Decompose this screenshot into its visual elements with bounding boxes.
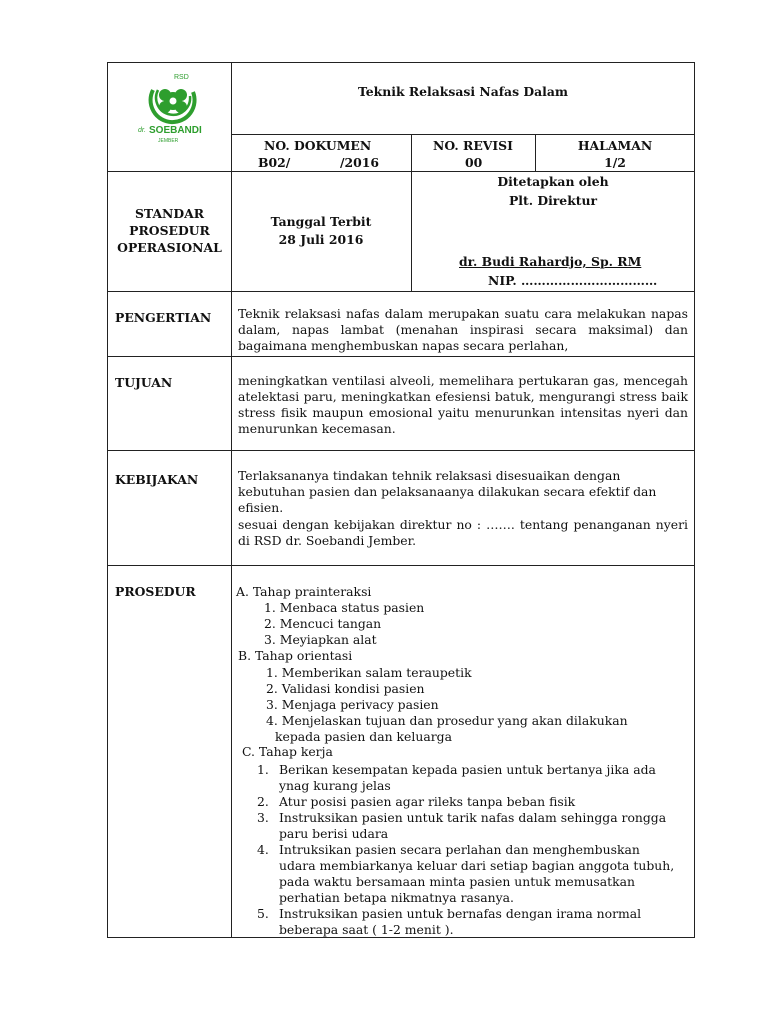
logo-name: SOEBANDI: [149, 125, 202, 136]
issue-date-label: Tanggal Terbit: [270, 214, 372, 229]
row-divider: [107, 565, 695, 566]
list-number: 5.: [257, 906, 269, 921]
doc-number-label: NO. DOKUMEN: [264, 138, 372, 153]
logo-name-prefix: dr.: [138, 127, 146, 134]
signatory-nip: NIP. ……………………………: [488, 273, 658, 288]
row-divider: [231, 134, 695, 135]
kebijakan-text-reference: sesuai dengan kebijakan direktur no : ……. tentang penanganan nyeri di RSD dr. Soebandi Jember.: [238, 517, 688, 548]
page-title: Teknik Relaksasi Nafas Dalam: [357, 84, 568, 99]
logo-city: JEMBER: [158, 138, 179, 144]
list-item: Berikan kesempatan kepada pasien untuk bertanya jika ada ynag kurang jelas: [279, 762, 656, 793]
list-number: 4.: [257, 842, 269, 857]
list-item: 4. Menjelaskan tujuan dan prosedur yang akan dilakukan: [266, 713, 628, 728]
tujuan-text: meningkatkan ventilasi alveoli, memelihara pertukaran gas, mencegah atelektasi paru, meningkatkan efesiensi batuk, mengurangi stress baik stress fisik maupun emosional yaitu menurunkan intensitas nyeri dan menurunkan kecemasan.: [238, 373, 688, 436]
row-divider: [107, 171, 695, 172]
pengertian-label: PENGERTIAN: [115, 310, 212, 325]
hospital-logo: [138, 74, 208, 146]
page-label: HALAMAN: [577, 138, 653, 153]
list-item: Instruksikan pasien untuk tarik nafas dalam sehingga rongga paru berisi udara: [279, 810, 667, 841]
list-item-continuation: kepada pasien dan keluarga: [275, 729, 452, 744]
list-number: 2.: [257, 794, 269, 809]
row-divider: [107, 356, 695, 357]
stage-a-heading: A. Tahap prainteraksi: [236, 584, 372, 599]
list-item: 3. Meyiapkan alat: [264, 632, 377, 647]
set-by-label: Ditetapkan oleh: [497, 174, 609, 189]
page-value: 1/2: [604, 155, 626, 170]
sop-title-line1: STANDAR: [134, 206, 205, 221]
list-item: 3. Menjaga perivacy pasien: [266, 697, 439, 712]
list-item: 1. Menbaca status pasien: [264, 600, 425, 615]
list-item: Atur posisi pasien agar rileks tanpa beban fisik: [279, 794, 576, 809]
list-number: 1.: [257, 762, 269, 777]
signatory-name: dr. Budi Rahardjo, Sp. RM: [459, 254, 642, 269]
row-divider: [107, 291, 695, 292]
list-item: 2. Mencuci tangan: [264, 616, 382, 631]
doc-number-prefix: B02/: [258, 155, 291, 170]
issue-date: 28 Juli 2016: [278, 232, 364, 247]
kebijakan-label: KEBIJAKAN: [115, 472, 199, 487]
list-item: Instruksikan pasien untuk bernafas dengan irama normal beberapa saat ( 1-2 menit ).: [279, 906, 642, 937]
doc-number-year: /2016: [340, 155, 380, 170]
logo-top-text: RSD: [174, 74, 189, 81]
column-divider: [231, 62, 232, 938]
column-divider: [411, 134, 412, 291]
sop-title-line3: OPERASIONAL: [117, 240, 222, 255]
stage-c-heading: C. Tahap kerja: [242, 744, 333, 759]
list-number: 3.: [257, 810, 269, 825]
list-item: 1. Memberikan salam teraupetik: [266, 665, 472, 680]
list-item: 2. Validasi kondisi pasien: [266, 681, 425, 696]
list-item: Intruksikan pasien secara perlahan dan menghembuskan udara membiarkanya keluar dari setiap bagian anggota tubuh, pada waktu bersamaan minta pasien untuk memusatkan perhatian betapa nikmatnya rasanya.: [279, 842, 675, 905]
tujuan-label: TUJUAN: [115, 375, 173, 390]
prosedur-label: PROSEDUR: [115, 584, 196, 599]
kebijakan-text: Terlaksananya tindakan tehnik relaksasi disesuaikan dengan kebutuhan pasien dan pelaksanaanya dilakukan secara efektif dan efisien.: [238, 468, 657, 515]
stage-b-heading: B. Tahap orientasi: [238, 648, 353, 663]
row-divider: [107, 450, 695, 451]
revision-value: 00: [465, 155, 483, 170]
revision-label: NO. REVISI: [433, 138, 513, 153]
sop-title-line2: PROSEDUR: [129, 223, 210, 238]
pengertian-text: Teknik relaksasi nafas dalam merupakan suatu cara melakukan napas dalam, napas lambat (menahan inspirasi secara maksimal) dan bagaimana menghembuskan napas secara perlahan,: [238, 306, 688, 353]
signatory-position: Plt. Direktur: [508, 193, 598, 208]
